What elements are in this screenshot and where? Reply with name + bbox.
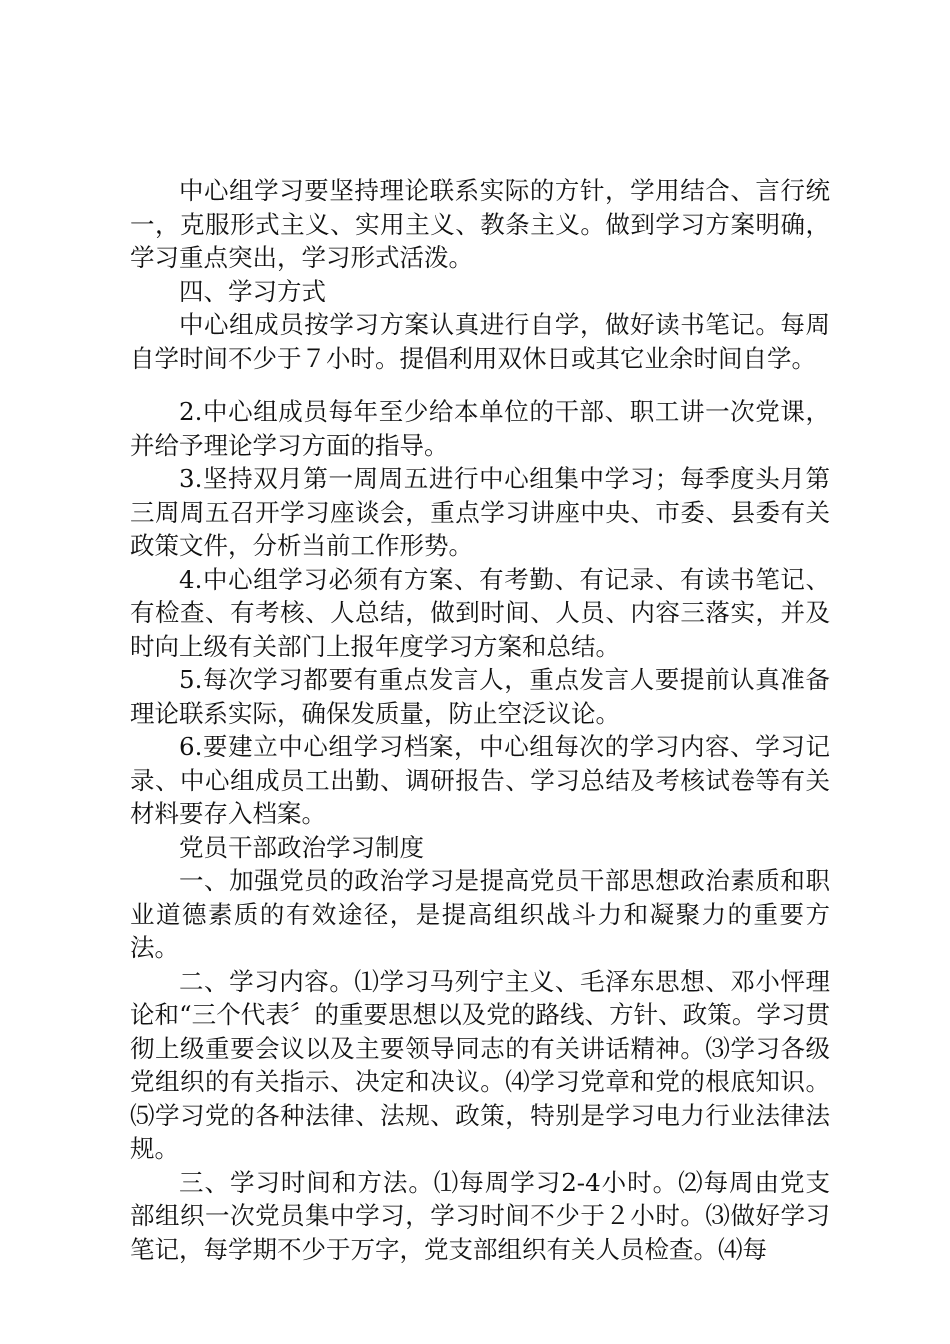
paragraph-self-study: 中心组成员按学习方案认真进行自学，做好读书笔记。每周自学时间不少于７小时。提倡利用双休日或其它业余时间自学。 (130, 310, 830, 373)
heading-study-method: 四、学习方式 (179, 276, 326, 306)
paragraph-section-3: 三、学习时间和方法。⑴每周学习2-4小时。⑵每周由党支部组织一次党员集中学习，学习时间不少于２小时。⑶做好学习笔记，每学期不少于万字，党支部组织有关人员检查。⑷每 (130, 1167, 830, 1264)
section-title: 党员干部政治学习制度 (179, 832, 424, 862)
paragraph-study-principle: 中心组学习要坚持理论联系实际的方针，学用结合、言行统一，克服形式主义、实用主义、教条主义。做到学习方案明确，学习重点突出，学习形式活泼。 (130, 176, 830, 272)
list-item-3: 3.坚持双月第一周周五进行中心组集中学习；每季度头月第三周周五召开学习座谈会，重点学习讲座中央、市委、县委有关政策文件，分析当前工作形势。 (130, 464, 830, 560)
list-item-5: 5.每次学习都要有重点发言人，重点发言人要提前认真准备理论联系实际，确保发质量，防止空泛议论。 (130, 665, 830, 728)
document-body (130, 174, 830, 1266)
paragraph-section-2: 二、学习内容。⑴学习马列宁主义、毛泽东思想、邓小怦理论和“三个代表〞的重要思想以及党的路线、方针、政策。学习贯彻上级重要会议以及主要领导同志的有关讲话精神。⑶学习各级党组织的有关指示、决定和决议。⑷学习党章和党的根底知识。⑸学习党的各种法律、法规、政策，特别是学习电力行业法律法规。 (130, 966, 830, 1163)
paragraph-section-1: 一、加强党员的政治学习是提高党员干部思想政治素质和职业道德素质的有效途径，是提高组织战斗力和凝聚力的重要方法。 (130, 866, 830, 962)
list-item-6: 6.要建立中心组学习档案，中心组每次的学习内容、学习记录、中心组成员工出勤、调研报告、学习总结及考核试卷等有关材料要存入档案。 (130, 732, 830, 828)
list-item-2: 2.中心组成员每年至少给本单位的干部、职工讲一次党课，并给予理论学习方面的指导。 (130, 397, 830, 460)
list-item-4: 4.中心组学习必须有方案、有考勤、有记录、有读书笔记、有检查、有考核、人总结，做到时间、人员、内容三落实，并及时向上级有关部门上报年度学习方案和总结。 (130, 564, 830, 661)
